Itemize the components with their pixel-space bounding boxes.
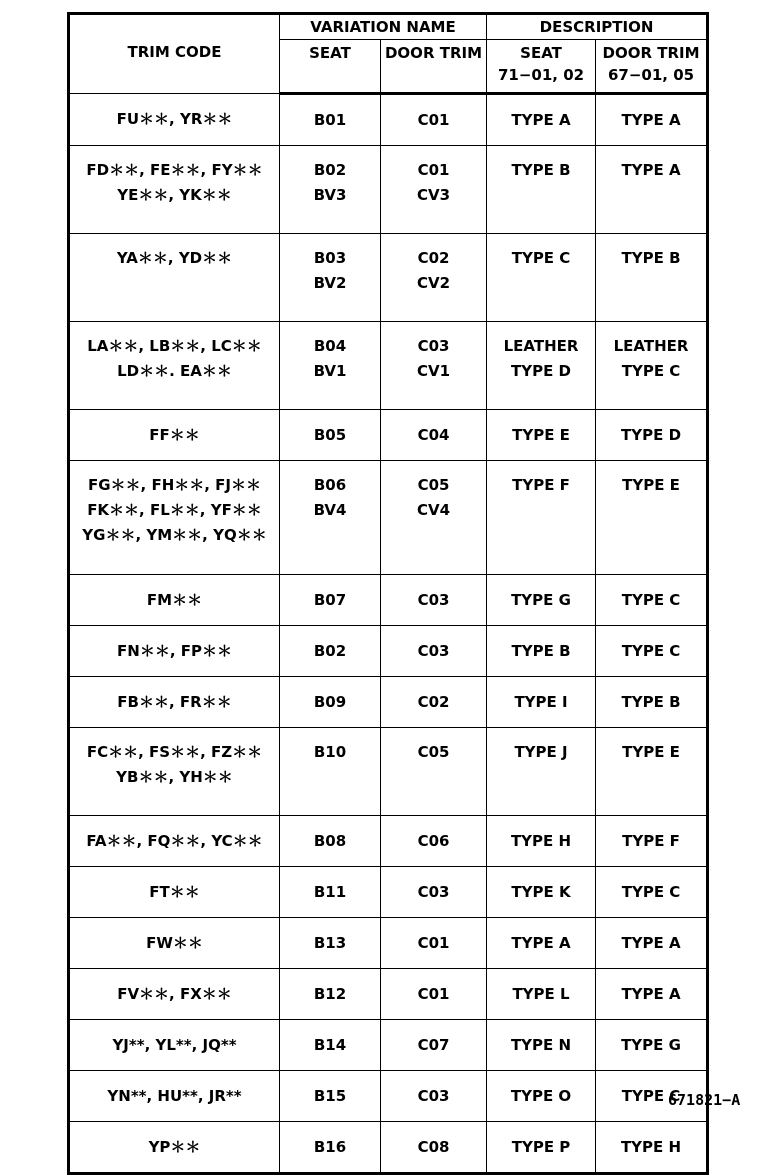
door-trim-cell-line: C03 <box>417 882 450 901</box>
seat-cell-line: B03 <box>313 249 347 267</box>
door-trim-cell <box>381 728 487 816</box>
door-trim-cell-line: C05 <box>417 743 450 761</box>
door-trim-cell-line: C08 <box>417 1137 450 1156</box>
desc-seat-cell-line: TYPE A <box>511 933 571 952</box>
door-trim-cell <box>381 626 487 677</box>
trim-code-cell <box>69 322 280 410</box>
door-trim-cell <box>381 816 487 867</box>
seat-cell <box>280 146 381 234</box>
trim-code-cell-line: FM＊＊ <box>146 590 203 609</box>
trim-code-cell <box>69 677 280 728</box>
desc-door-trim-cell <box>596 146 708 234</box>
door-trim-cell-line: CV3 <box>416 186 451 204</box>
door-trim-cell-line: C03 <box>417 337 450 355</box>
desc-seat-cell <box>487 146 596 234</box>
table-row <box>69 322 708 410</box>
table-row <box>69 1020 708 1071</box>
desc-door-trim-cell-line: TYPE B <box>621 692 681 711</box>
door-trim-cell-line: C02 <box>417 249 450 267</box>
desc-door-trim-cell-line: TYPE E <box>622 476 680 494</box>
door-trim-cell-line: C03 <box>417 641 450 660</box>
door-trim-cell-line: C06 <box>417 831 450 850</box>
desc-seat-cell <box>487 969 596 1020</box>
desc-door-trim-cell <box>596 322 708 410</box>
desc-seat-cell-line: TYPE O <box>510 1086 572 1105</box>
door-trim-cell-line: CV4 <box>416 501 451 519</box>
seat-cell <box>280 1071 381 1122</box>
desc-seat-cell <box>487 867 596 918</box>
figure-code: 671821−A <box>668 1091 741 1109</box>
seat-cell <box>280 1020 381 1071</box>
table-row <box>69 677 708 728</box>
door-trim-cell-line: C07 <box>417 1035 450 1054</box>
door-trim-cell-line: C03 <box>417 590 450 609</box>
seat-cell-line: B07 <box>313 590 347 609</box>
seat-cell <box>280 867 381 918</box>
trim-code-cell <box>69 94 280 146</box>
desc-door-trim-cell <box>596 1122 708 1174</box>
desc-seat-cell <box>487 94 596 146</box>
seat-cell-line: B12 <box>313 984 347 1003</box>
trim-code-cell-line: FF＊＊ <box>149 425 200 444</box>
description-header: DESCRIPTION <box>487 14 708 40</box>
desc-door-trim-cell-line: LEATHER <box>613 337 689 355</box>
seat-cell-line: B11 <box>313 882 347 901</box>
trim-code-cell <box>69 867 280 918</box>
desc-seat-cell-line: TYPE H <box>510 831 572 850</box>
door-trim-cell <box>381 322 487 410</box>
table-row <box>69 816 708 867</box>
door-trim-cell-line: C01 <box>417 933 450 952</box>
door-trim-cell <box>381 410 487 461</box>
desc-seat-cell-line: TYPE C <box>511 249 571 267</box>
desc-seat-cell <box>487 410 596 461</box>
table-header <box>69 14 708 94</box>
desc-door-trim-header <box>596 40 708 94</box>
seat-cell <box>280 816 381 867</box>
desc-door-trim-cell-line: TYPE C <box>621 882 681 901</box>
seat-cell <box>280 626 381 677</box>
desc-door-trim-cell <box>596 816 708 867</box>
table-row <box>69 867 708 918</box>
seat-cell-line: BV1 <box>313 362 347 380</box>
door-trim-header: DOOR TRIM <box>381 40 487 94</box>
desc-seat-cell-line: TYPE F <box>512 476 570 494</box>
desc-seat-cell-line: TYPE I <box>514 692 568 711</box>
desc-door-trim-cell-line: TYPE D <box>621 425 682 444</box>
trim-code-cell-line: YP＊＊ <box>148 1137 201 1156</box>
desc-door-trim-cell-line: TYPE H <box>620 1137 682 1156</box>
desc-seat-cell <box>487 728 596 816</box>
desc-door-trim-cell-line: TYPE C <box>621 641 681 660</box>
seat-cell-line: B02 <box>313 641 347 660</box>
desc-door-trim-cell-line: TYPE C <box>621 362 681 380</box>
desc-seat-cell-line: TYPE J <box>514 743 568 761</box>
table-row <box>69 94 708 146</box>
trim-code-cell-line: FA＊＊, FQ＊＊, YC＊＊ <box>86 831 263 850</box>
seat-header: SEAT <box>280 40 381 94</box>
trim-code-cell-line: FK＊＊, FL＊＊, YF＊＊ <box>87 501 262 519</box>
desc-door-trim-cell-line: TYPE A <box>621 161 681 179</box>
trim-code-cell-line: YE＊＊, YK＊＊ <box>117 186 232 204</box>
seat-cell-line: B16 <box>313 1137 347 1156</box>
trim-code-cell <box>69 1071 280 1122</box>
desc-seat-cell-line: TYPE D <box>511 362 572 380</box>
desc-door-trim-cell-line: TYPE E <box>622 743 680 761</box>
trim-code-table <box>67 12 709 1175</box>
desc-door-trim-cell <box>596 94 708 146</box>
desc-seat-cell <box>487 575 596 626</box>
trim-code-cell-line: YA＊＊, YD＊＊ <box>116 249 233 267</box>
desc-seat-cell-line: TYPE E <box>512 425 570 444</box>
door-trim-cell-line: C01 <box>417 110 450 129</box>
table-row <box>69 969 708 1020</box>
desc-seat-cell <box>487 1020 596 1071</box>
desc-seat-cell-line: TYPE L <box>512 984 570 1003</box>
trim-code-cell-line: FB＊＊, FR＊＊ <box>117 692 232 711</box>
door-trim-cell <box>381 677 487 728</box>
door-trim-cell <box>381 1071 487 1122</box>
table-row <box>69 918 708 969</box>
desc-seat-code: 71−01, 02 <box>497 66 585 84</box>
door-trim-cell-line: C05 <box>417 476 450 494</box>
seat-cell <box>280 677 381 728</box>
desc-door-trim-code: 67−01, 05 <box>607 66 695 84</box>
trim-code-cell-line: FN＊＊, FP＊＊ <box>117 641 232 660</box>
desc-door-trim-cell-line: TYPE A <box>621 984 681 1003</box>
seat-cell <box>280 94 381 146</box>
trim-code-cell <box>69 918 280 969</box>
seat-cell-line: B08 <box>313 831 347 850</box>
trim-code-cell <box>69 410 280 461</box>
desc-door-trim-cell <box>596 728 708 816</box>
desc-door-trim-cell-line: TYPE C <box>621 590 681 609</box>
door-trim-cell <box>381 234 487 322</box>
trim-code-cell-line: FW＊＊ <box>146 933 203 952</box>
door-trim-cell <box>381 1020 487 1071</box>
trim-code-cell-line: YG＊＊, YM＊＊, YQ＊＊ <box>82 526 267 544</box>
trim-code-header: TRIM CODE <box>69 14 280 94</box>
desc-door-trim-cell <box>596 1020 708 1071</box>
door-trim-cell-line: CV2 <box>416 274 451 292</box>
seat-cell <box>280 461 381 575</box>
desc-seat-cell-line: TYPE K <box>511 882 571 901</box>
desc-door-trim-cell <box>596 677 708 728</box>
desc-door-trim-cell-line: TYPE A <box>621 933 681 952</box>
desc-door-trim-cell <box>596 461 708 575</box>
desc-seat-cell-line: TYPE B <box>511 161 571 179</box>
desc-seat-cell <box>487 677 596 728</box>
desc-door-trim-cell <box>596 918 708 969</box>
desc-door-trim-cell <box>596 867 708 918</box>
seat-cell-line: BV3 <box>313 186 347 204</box>
seat-cell <box>280 1122 381 1174</box>
seat-cell-line: B05 <box>313 425 347 444</box>
seat-cell <box>280 322 381 410</box>
desc-seat-cell-line: TYPE G <box>511 590 571 609</box>
door-trim-cell <box>381 575 487 626</box>
table-row <box>69 1071 708 1122</box>
trim-code-cell-line: FG＊＊, FH＊＊, FJ＊＊ <box>87 476 262 494</box>
seat-cell-line: B14 <box>313 1035 347 1054</box>
desc-seat-cell-line: TYPE N <box>510 1035 572 1054</box>
door-trim-cell <box>381 461 487 575</box>
seat-cell-line: B02 <box>313 161 347 179</box>
trim-code-cell-line: FD＊＊, FE＊＊, FY＊＊ <box>86 161 263 179</box>
trim-code-cell <box>69 626 280 677</box>
seat-cell-line: B09 <box>313 692 347 711</box>
door-trim-cell-line: C01 <box>417 984 450 1003</box>
door-trim-cell <box>381 94 487 146</box>
seat-cell <box>280 575 381 626</box>
trim-code-cell <box>69 969 280 1020</box>
desc-seat-cell <box>487 234 596 322</box>
desc-seat-cell <box>487 816 596 867</box>
desc-seat-cell-line: LEATHER <box>503 337 579 355</box>
door-trim-cell <box>381 918 487 969</box>
desc-seat-cell-line: TYPE P <box>511 1137 571 1156</box>
seat-cell <box>280 918 381 969</box>
trim-code-cell <box>69 146 280 234</box>
seat-cell-line: B06 <box>313 476 347 494</box>
trim-code-cell <box>69 1020 280 1071</box>
trim-code-cell-line: LD＊＊. EA＊＊ <box>117 362 232 380</box>
desc-door-trim-cell <box>596 969 708 1020</box>
seat-cell <box>280 969 381 1020</box>
trim-code-cell-line: FU＊＊, YR＊＊ <box>116 110 233 128</box>
desc-door-trim-cell-line: TYPE A <box>621 110 681 129</box>
desc-door-trim-label: DOOR TRIM <box>602 44 700 62</box>
seat-cell-line: B01 <box>313 110 347 129</box>
seat-cell-line: BV2 <box>313 274 347 292</box>
trim-code-cell-line: YB＊＊, YH＊＊ <box>116 768 233 786</box>
desc-door-trim-cell-line: TYPE G <box>621 1035 681 1054</box>
desc-door-trim-cell <box>596 575 708 626</box>
trim-code-cell <box>69 728 280 816</box>
table-row <box>69 461 708 575</box>
desc-seat-cell <box>487 1122 596 1174</box>
door-trim-cell-line: C03 <box>417 1086 450 1105</box>
table-row <box>69 626 708 677</box>
trim-code-cell-line: FV＊＊, FX＊＊ <box>117 984 232 1003</box>
trim-code-cell-line: LA＊＊, LB＊＊, LC＊＊ <box>87 337 262 355</box>
seat-cell-line: BV4 <box>313 501 347 519</box>
desc-seat-cell <box>487 461 596 575</box>
desc-seat-cell <box>487 918 596 969</box>
desc-door-trim-cell-line: TYPE B <box>621 249 681 267</box>
trim-code-cell <box>69 575 280 626</box>
seat-cell-line: B10 <box>313 743 347 761</box>
door-trim-cell-line: C04 <box>417 425 450 444</box>
desc-seat-cell-line: TYPE B <box>511 641 571 660</box>
table-row <box>69 410 708 461</box>
seat-cell-line: B13 <box>313 933 347 952</box>
door-trim-cell-line: C01 <box>417 161 450 179</box>
table-row <box>69 146 708 234</box>
desc-seat-header <box>487 40 596 94</box>
door-trim-cell <box>381 969 487 1020</box>
desc-seat-cell <box>487 626 596 677</box>
desc-seat-cell-line: TYPE A <box>511 110 571 129</box>
trim-code-cell-line: FC＊＊, FS＊＊, FZ＊＊ <box>86 743 263 761</box>
desc-seat-cell <box>487 1071 596 1122</box>
desc-door-trim-cell-line: TYPE F <box>622 831 680 850</box>
trim-code-cell <box>69 461 280 575</box>
desc-seat-cell <box>487 322 596 410</box>
trim-code-cell-line: YN**, HU**, JR** <box>107 1086 242 1105</box>
seat-cell <box>280 728 381 816</box>
seat-cell-line: B15 <box>313 1086 347 1105</box>
door-trim-cell <box>381 1122 487 1174</box>
trim-code-cell <box>69 1122 280 1174</box>
desc-door-trim-cell <box>596 626 708 677</box>
seat-cell <box>280 234 381 322</box>
trim-code-cell <box>69 234 280 322</box>
variation-name-header: VARIATION NAME <box>280 14 487 40</box>
desc-seat-label: SEAT <box>520 44 562 62</box>
trim-code-cell <box>69 816 280 867</box>
desc-door-trim-cell-line: TYPE C <box>621 1086 681 1105</box>
table-body <box>69 94 708 1174</box>
desc-door-trim-cell <box>596 234 708 322</box>
table-row <box>69 575 708 626</box>
trim-code-cell-line: FT＊＊ <box>149 882 200 901</box>
seat-cell <box>280 410 381 461</box>
seat-cell-line: B04 <box>313 337 347 355</box>
table-row <box>69 728 708 816</box>
table-row <box>69 1122 708 1174</box>
door-trim-cell-line: C02 <box>417 692 450 711</box>
door-trim-cell <box>381 146 487 234</box>
door-trim-cell-line: CV1 <box>416 362 451 380</box>
table-row <box>69 234 708 322</box>
door-trim-cell <box>381 867 487 918</box>
trim-code-cell-line: YJ**, YL**, JQ** <box>112 1035 237 1054</box>
desc-door-trim-cell <box>596 410 708 461</box>
